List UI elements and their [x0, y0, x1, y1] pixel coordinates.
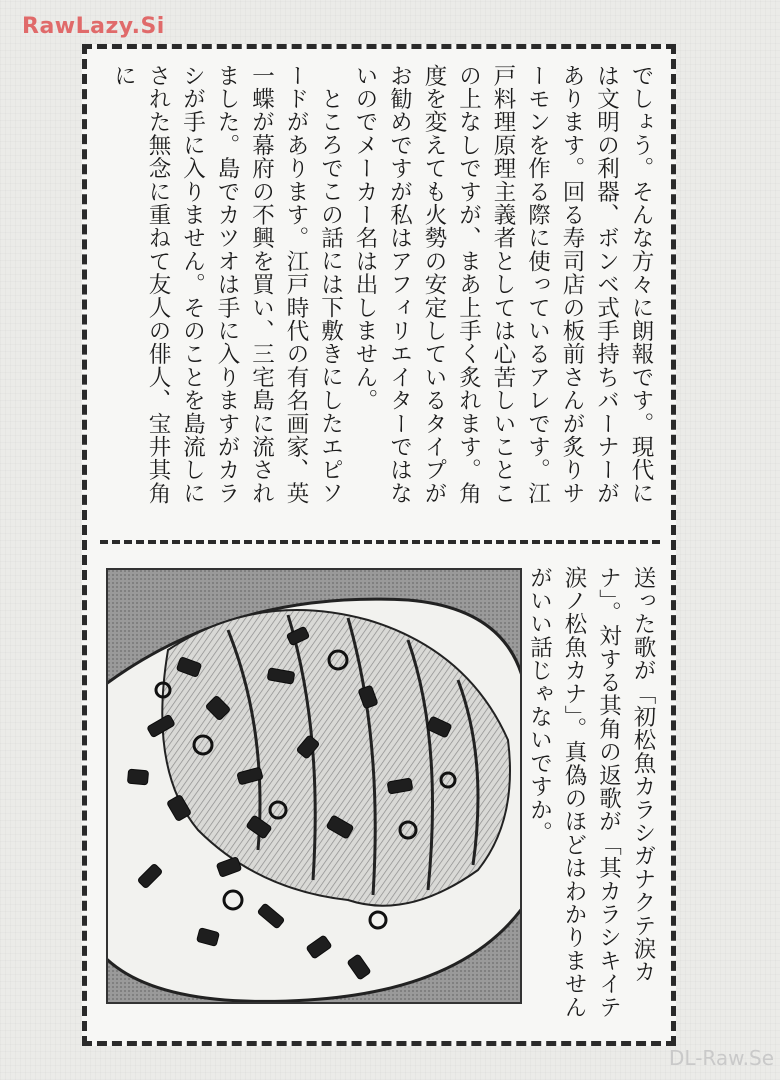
watermark-top-left: RawLazy.Si — [22, 14, 165, 39]
watermark-bottom-right: DL-Raw.Se — [669, 1046, 774, 1070]
column-bottom-text — [526, 566, 660, 1026]
column-bottom-paragraph: 送った歌が「初松魚カラシガナクテ涙カナ」。対する其角の返歌が「其カラシキイテ涙ノ松魚カナ」。真偽のほどはわかりませんがいい話じゃないですか。 — [526, 566, 656, 1019]
section-separator — [100, 540, 660, 544]
column-top-text — [110, 64, 658, 524]
column-paragraph-1: でしょう。そんな方々に朗報です。現代には文明の利器、ボンベ式手持ちバーナーがあります。回る寿司店の板前さんが炙りサーモンを作る際に使っているアレです。江戸料理原理主義者としては心苦しいことこの上なしですが、まあ上手く炙れます。角度を変えても火勢の安定しているタイプがお勧めですが私はアフィリエイターではないのでメーカー名は出しません。 — [352, 64, 654, 505]
bonito-illustration — [106, 568, 522, 1004]
column-paragraph-2: ところでこの話には下敷きにしたエピソードがあります。江戸時代の有名画家、英一蝶が幕府の不興を買い、三宅島に流されました。島でカツオは手に入りますがカラシが手に入りません。そのことを島流しにされた無念に重ねて友人の俳人、宝井其角に — [110, 64, 344, 505]
bonito-illustration-drawing — [108, 570, 520, 1002]
